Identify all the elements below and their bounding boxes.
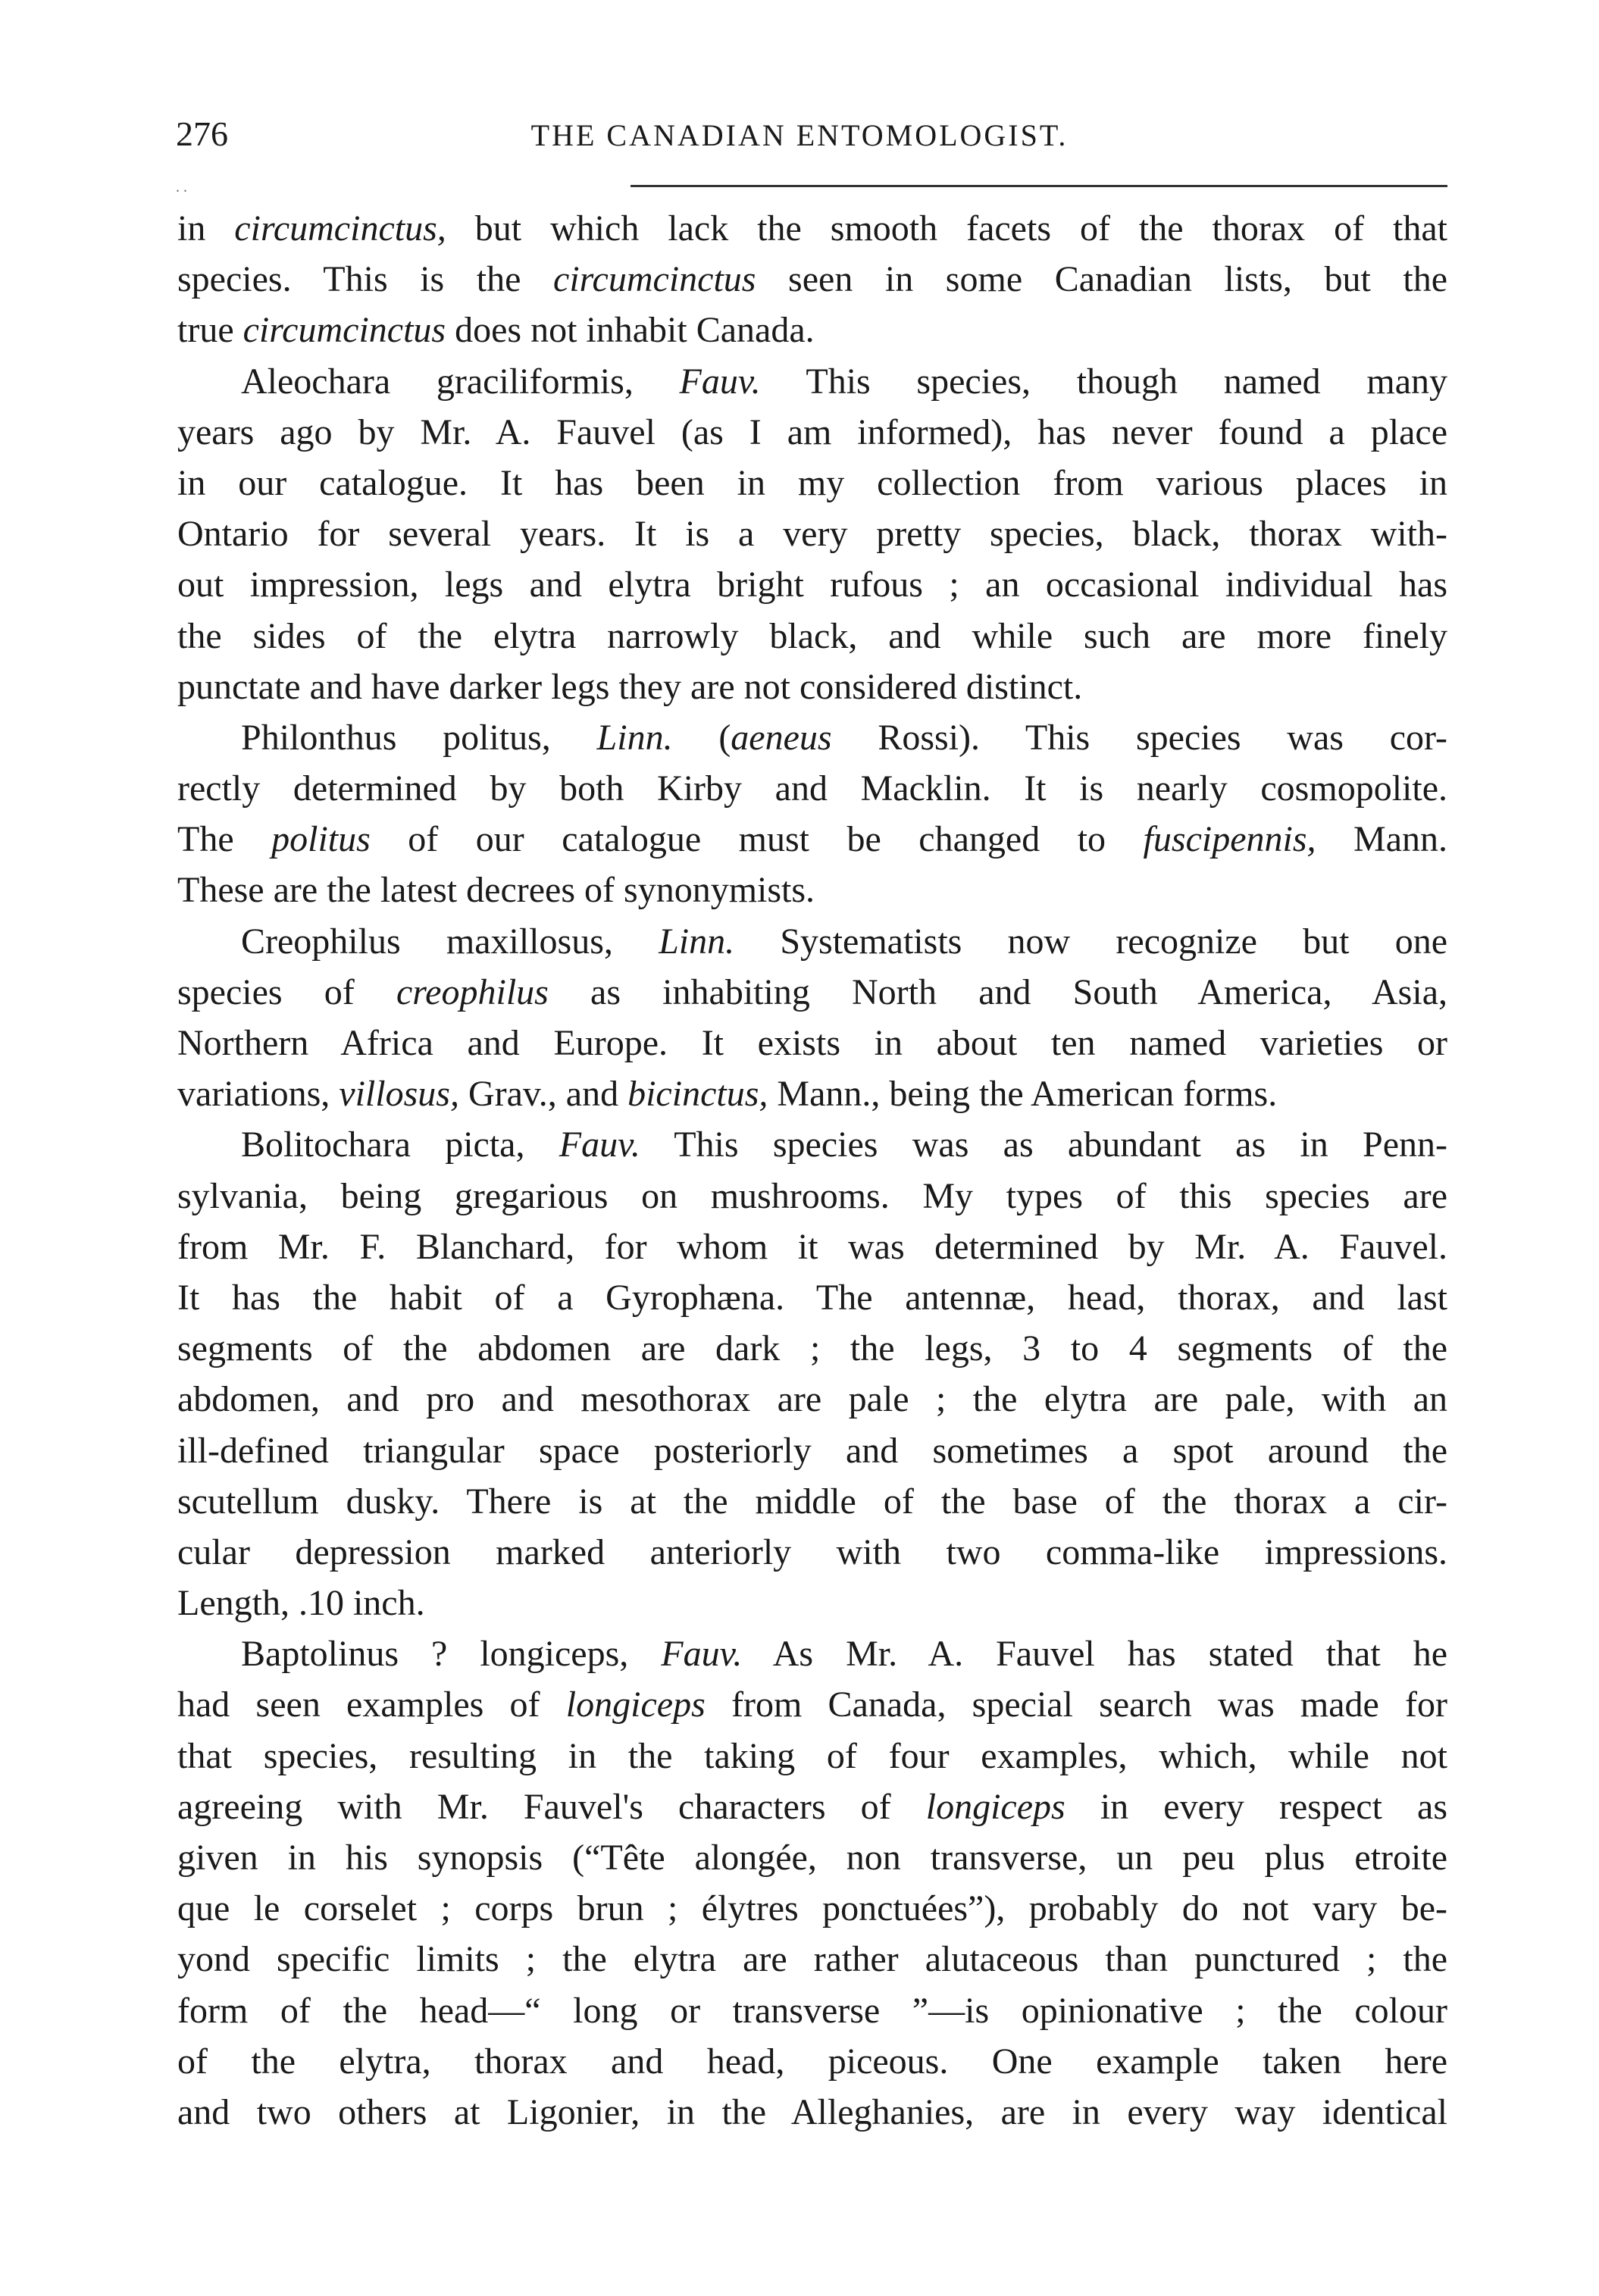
text-segment: form of the head—“ long or transverse ”—is opinionative ; the colour: [177, 1990, 1447, 2031]
text-line: [177, 508, 1447, 559]
text-segment: Mann., being the American forms.: [768, 1074, 1278, 1115]
text-segment: out impression, legs and elytra bright rufous ; an occasional individual has: [177, 565, 1447, 605]
text-line: [177, 1374, 1447, 1425]
text-segment: The: [177, 819, 272, 860]
text-segment: from Canada, special search was made for: [705, 1684, 1448, 1725]
text-line: [177, 916, 1447, 967]
text-segment: sylvania, being gregarious on mushrooms. My types of this species are: [177, 1175, 1447, 1216]
text-segment: true: [177, 310, 243, 351]
text-segment: segments of the abdomen are dark ; the legs, 3 to 4 segments of the: [177, 1328, 1447, 1369]
text-line: [177, 203, 1447, 254]
text-segment: given in his synopsis (“Tête alongée, non transverse, un peu plus etroite: [177, 1838, 1447, 1878]
text-segment: yond specific limits ; the elytra are rather alutaceous than punctured ; the: [177, 1939, 1447, 1980]
text-line: [177, 865, 1447, 915]
text-segment: Ontario for several years. It is a very pretty species, black, thorax with-: [177, 514, 1447, 555]
text-segment: punctate and have darker legs they are not considered distinct.: [177, 666, 1083, 707]
italic-text: circumcinctus: [243, 310, 446, 351]
text-line: [177, 1171, 1447, 1222]
text-segment: species. This is the: [177, 259, 554, 300]
text-line: [177, 1527, 1447, 1578]
text-segment: scutellum dusky. There is at the middle of the base of the thorax a cir-: [177, 1481, 1447, 1522]
text-segment: Systematists now recognize but one: [734, 921, 1447, 962]
italic-text: fuscipennis,: [1143, 819, 1316, 860]
text-segment: rectly determined by both Kirby and Macklin. It is nearly cosmopolite.: [177, 768, 1447, 809]
italic-text: bicinctus,: [627, 1074, 768, 1115]
text-line: [177, 1578, 1447, 1628]
text-segment: Bolitochara picta,: [241, 1125, 559, 1165]
text-segment: but which lack the smooth facets of the thorax of that: [446, 208, 1447, 249]
text-line: [177, 763, 1447, 814]
text-segment: variations,: [177, 1074, 340, 1115]
text-line: [177, 1985, 1447, 2036]
italic-text: aeneus: [731, 717, 832, 758]
text-segment: (: [672, 717, 731, 758]
text-segment: This species, though named many: [760, 361, 1447, 402]
text-segment: Northern Africa and Europe. It exists in about ten named varieties or: [177, 1023, 1447, 1063]
text-segment: as inhabiting North and South America, Asia,: [548, 971, 1448, 1012]
text-segment: This species was as abundant as in Penn-: [640, 1125, 1448, 1165]
text-segment: Philonthus politus,: [241, 717, 597, 758]
text-line: [177, 356, 1447, 407]
text-segment: in every respect as: [1065, 1786, 1448, 1827]
text-segment: ill-defined triangular space posteriorly and sometimes a spot around the: [177, 1430, 1447, 1471]
text-line: [177, 1731, 1447, 1781]
text-line: [177, 1222, 1447, 1272]
italic-text: Fauv.: [661, 1634, 743, 1675]
text-line: [177, 1832, 1447, 1883]
text-segment: seen in some Canadian lists, but the: [756, 259, 1448, 300]
text-line: [177, 305, 1447, 355]
italic-text: politus: [271, 819, 371, 860]
text-line: [177, 458, 1447, 508]
text-line: [177, 1476, 1447, 1527]
text-line: [177, 407, 1447, 458]
text-line: [177, 1679, 1447, 1730]
italic-text: longiceps: [565, 1684, 706, 1725]
text-segment: that species, resulting in the taking of four examples, which, while not: [177, 1735, 1447, 1776]
text-segment: of the elytra, thorax and head, piceous. One example taken here: [177, 2041, 1447, 2082]
italic-text: Linn.: [596, 717, 673, 758]
italic-text: Linn.: [659, 921, 735, 962]
text-line: [177, 1781, 1447, 1832]
text-segment: These are the latest decrees of synonymists.: [177, 870, 815, 911]
text-line: [177, 1018, 1447, 1068]
text-segment: years ago by Mr. A. Fauvel (as I am informed), has never found a place: [177, 411, 1447, 452]
text-segment: Aleochara graciliformis,: [241, 361, 680, 402]
italic-text: Fauv.: [679, 361, 761, 402]
page-number: 276: [176, 114, 228, 153]
text-line: [177, 814, 1447, 865]
text-segment: and two others at Ligonier, in the Alleghanies, are in every way identical: [177, 2091, 1447, 2132]
text-segment: agreeing with Mr. Fauvel's characters of: [177, 1786, 926, 1827]
text-line: [177, 1323, 1447, 1374]
text-line: [177, 1425, 1447, 1476]
text-line: [177, 1272, 1447, 1323]
text-line: [177, 712, 1447, 763]
text-segment: Grav., and: [458, 1074, 628, 1115]
text-segment: Rossi). This species was cor-: [831, 717, 1447, 758]
italic-text: Fauv.: [559, 1125, 640, 1165]
text-segment: As Mr. A. Fauvel has stated that he: [742, 1634, 1447, 1675]
text-segment: abdomen, and pro and mesothorax are pale ; the elytra are pale, with an: [177, 1379, 1447, 1420]
article-body: [177, 203, 1447, 2138]
header-rule: [631, 185, 1447, 187]
italic-text: circumcinctus: [553, 259, 756, 300]
text-line: [177, 1934, 1447, 1985]
italic-text: villosus,: [339, 1074, 459, 1115]
text-line: [177, 611, 1447, 662]
text-segment: in: [177, 208, 235, 249]
text-segment: species of: [177, 971, 396, 1012]
text-segment: cular depression marked anteriorly with two comma-like impressions.: [177, 1531, 1447, 1572]
text-line: [177, 2036, 1447, 2087]
italic-text: circumcinctus,: [234, 208, 446, 249]
italic-text: longiceps: [925, 1786, 1065, 1827]
text-segment: from Mr. F. Blanchard, for whom it was determined by Mr. A. Fauvel.: [177, 1226, 1447, 1267]
text-line: [177, 1068, 1447, 1119]
text-line: [177, 1628, 1447, 1679]
running-title: THE CANADIAN ENTOMOLOGIST.: [530, 118, 1069, 152]
text-segment: It has the habit of a Gyrophæna. The antennæ, head, thorax, and last: [177, 1277, 1447, 1318]
text-line: [177, 2087, 1447, 2138]
text-line: [177, 1119, 1447, 1170]
text-line: [177, 1883, 1447, 1934]
text-segment: Mann.: [1316, 819, 1448, 860]
text-line: [177, 559, 1447, 610]
text-segment: Baptolinus ? longiceps,: [241, 1634, 662, 1675]
text-segment: the sides of the elytra narrowly black, and while such are more finely: [177, 615, 1447, 656]
italic-text: creophilus: [396, 971, 549, 1012]
text-segment: of our catalogue must be changed to: [370, 819, 1144, 860]
text-line: [177, 662, 1447, 712]
text-line: [177, 967, 1447, 1018]
text-segment: does not inhabit Canada.: [446, 310, 815, 351]
text-segment: had seen examples of: [177, 1684, 566, 1725]
header-marks: . .: [176, 179, 187, 196]
text-segment: Length, .10 inch.: [177, 1583, 425, 1624]
text-line: [177, 254, 1447, 305]
text-segment: Creophilus maxillosus,: [241, 921, 659, 962]
text-segment: que le corselet ; corps brun ; élytres ponctuées”), probably do not vary be-: [177, 1888, 1447, 1929]
text-segment: in our catalogue. It has been in my collection from various places in: [177, 462, 1447, 503]
